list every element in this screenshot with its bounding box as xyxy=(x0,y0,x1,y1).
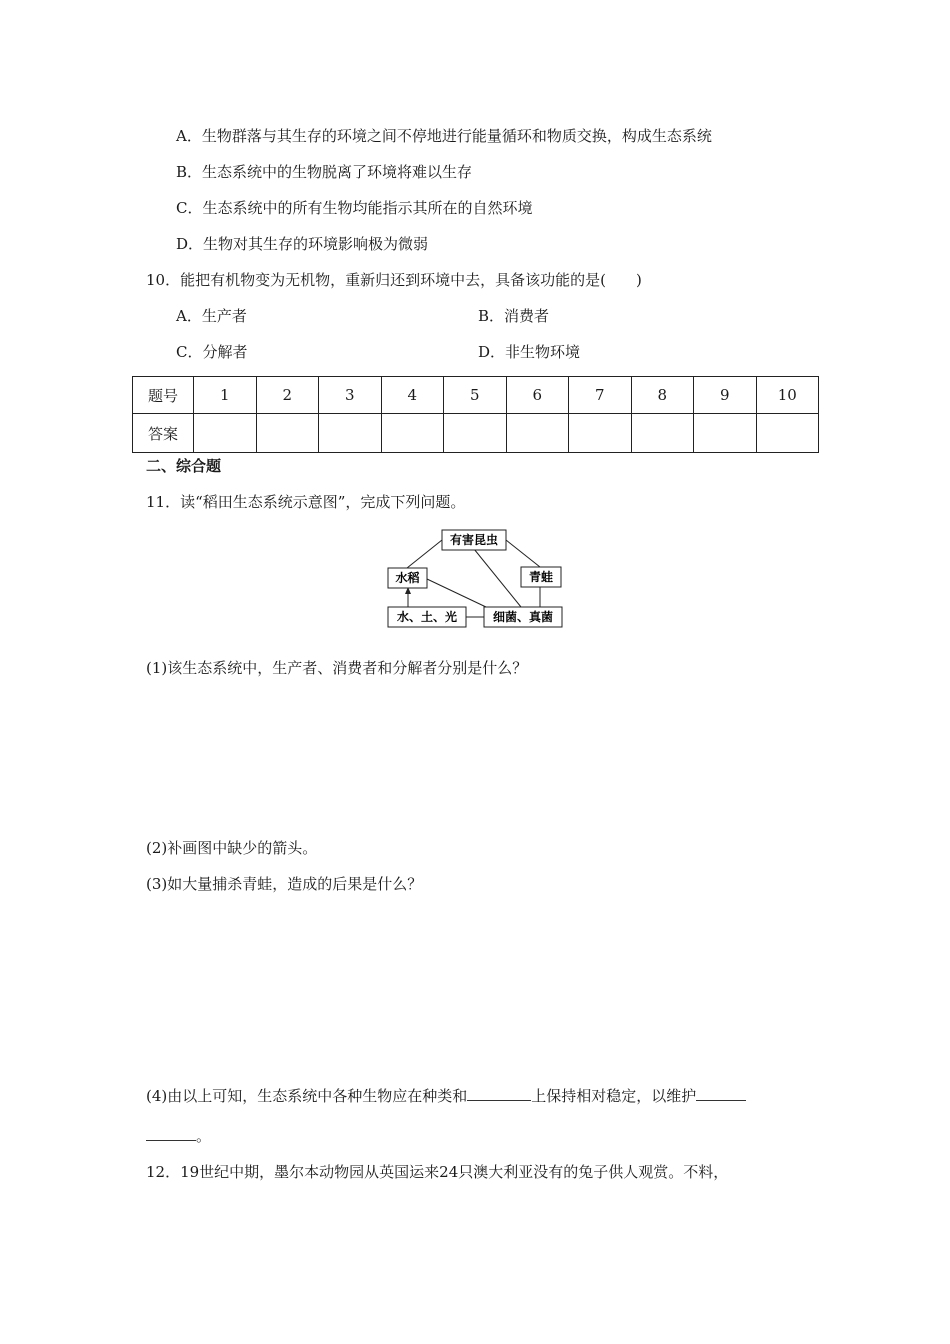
answer-table-number-row xyxy=(133,377,819,414)
number-cell: 2 xyxy=(256,377,319,414)
q11-part4-text-a: (4)由以上可知，生态系统中各种生物应在种类和 xyxy=(146,1087,468,1105)
fill-blank[interactable] xyxy=(146,1126,196,1141)
q11-part1: (1)该生态系统中，生产者、消费者和分解者分别是什么？ xyxy=(146,659,528,677)
fill-blank[interactable] xyxy=(696,1086,746,1101)
q12-stem: 12．19世纪中期，墨尔本动物园从英国运来24只澳大利亚没有的兔子供人观赏。不料， xyxy=(146,1163,729,1181)
ecosystem-diagram xyxy=(386,527,566,631)
answer-cell[interactable] xyxy=(756,414,819,453)
answer-cell[interactable] xyxy=(319,414,382,453)
q11-stem: 11．读“稻田生态系统示意图”，完成下列问题。 xyxy=(146,493,466,511)
number-cell: 10 xyxy=(756,377,819,414)
q10-stem: 10．能把有机物变为无机物，重新归还到环境中去，具备该功能的是( ) xyxy=(146,271,642,289)
number-row-label: 题号 xyxy=(133,377,194,414)
number-cell: 3 xyxy=(319,377,382,414)
q9-option-c: C．生态系统中的所有生物均能指示其所在的自然环境 xyxy=(176,199,533,217)
label-rice: 水稻 xyxy=(395,571,420,585)
section-title: 二、综合题 xyxy=(146,457,222,475)
number-cell: 6 xyxy=(506,377,569,414)
answer-row-label: 答案 xyxy=(133,414,194,453)
answer-cell[interactable] xyxy=(256,414,319,453)
q11-part4-continued xyxy=(146,1126,211,1146)
q9-option-d: D．生物对其生存的环境影响极为微弱 xyxy=(176,235,429,253)
answer-cell[interactable] xyxy=(694,414,757,453)
q10-option-c: C．分解者 xyxy=(176,343,248,361)
q9-option-b: B．生态系统中的生物脱离了环境将难以生存 xyxy=(176,163,473,181)
label-insects: 有害昆虫 xyxy=(449,533,499,547)
label-abiotic: 水、土、光 xyxy=(396,610,458,624)
answer-cell[interactable] xyxy=(569,414,632,453)
q10-option-d: D．非生物环境 xyxy=(478,343,581,361)
q11-part3: (3)如大量捕杀青蛙，造成的后果是什么？ xyxy=(146,875,423,893)
answer-table-answer-row xyxy=(133,414,819,453)
answer-cell[interactable] xyxy=(631,414,694,453)
answer-cell[interactable] xyxy=(506,414,569,453)
link-rice-decomposers xyxy=(427,579,486,607)
answer-table xyxy=(132,376,819,453)
link-insects-frog xyxy=(506,540,540,567)
number-cell: 5 xyxy=(444,377,507,414)
link-insects-decomposers xyxy=(474,549,521,607)
number-cell: 8 xyxy=(631,377,694,414)
answer-cell[interactable] xyxy=(444,414,507,453)
link-insects-rice xyxy=(407,540,442,568)
q9-option-a: A．生物群落与其生存的环境之间不停地进行能量循环和物质交换，构成生态系统 xyxy=(176,127,712,145)
number-cell: 7 xyxy=(569,377,632,414)
number-cell: 1 xyxy=(194,377,257,414)
q11-part2: (2)补画图中缺少的箭头。 xyxy=(146,839,318,857)
q11-part4-text-c: 。 xyxy=(196,1127,212,1145)
answer-cell[interactable] xyxy=(194,414,257,453)
label-decomposers: 细菌、真菌 xyxy=(492,610,554,624)
q11-part4-text-b: 上保持相对稳定，以维护 xyxy=(531,1087,697,1105)
q10-option-b: B．消费者 xyxy=(478,307,550,325)
q10-option-a: A．生产者 xyxy=(176,307,247,325)
fill-blank[interactable] xyxy=(467,1086,531,1101)
q11-part4 xyxy=(146,1086,746,1106)
number-cell: 4 xyxy=(381,377,444,414)
label-frog: 青蛙 xyxy=(528,570,554,584)
answer-cell[interactable] xyxy=(381,414,444,453)
number-cell: 9 xyxy=(694,377,757,414)
